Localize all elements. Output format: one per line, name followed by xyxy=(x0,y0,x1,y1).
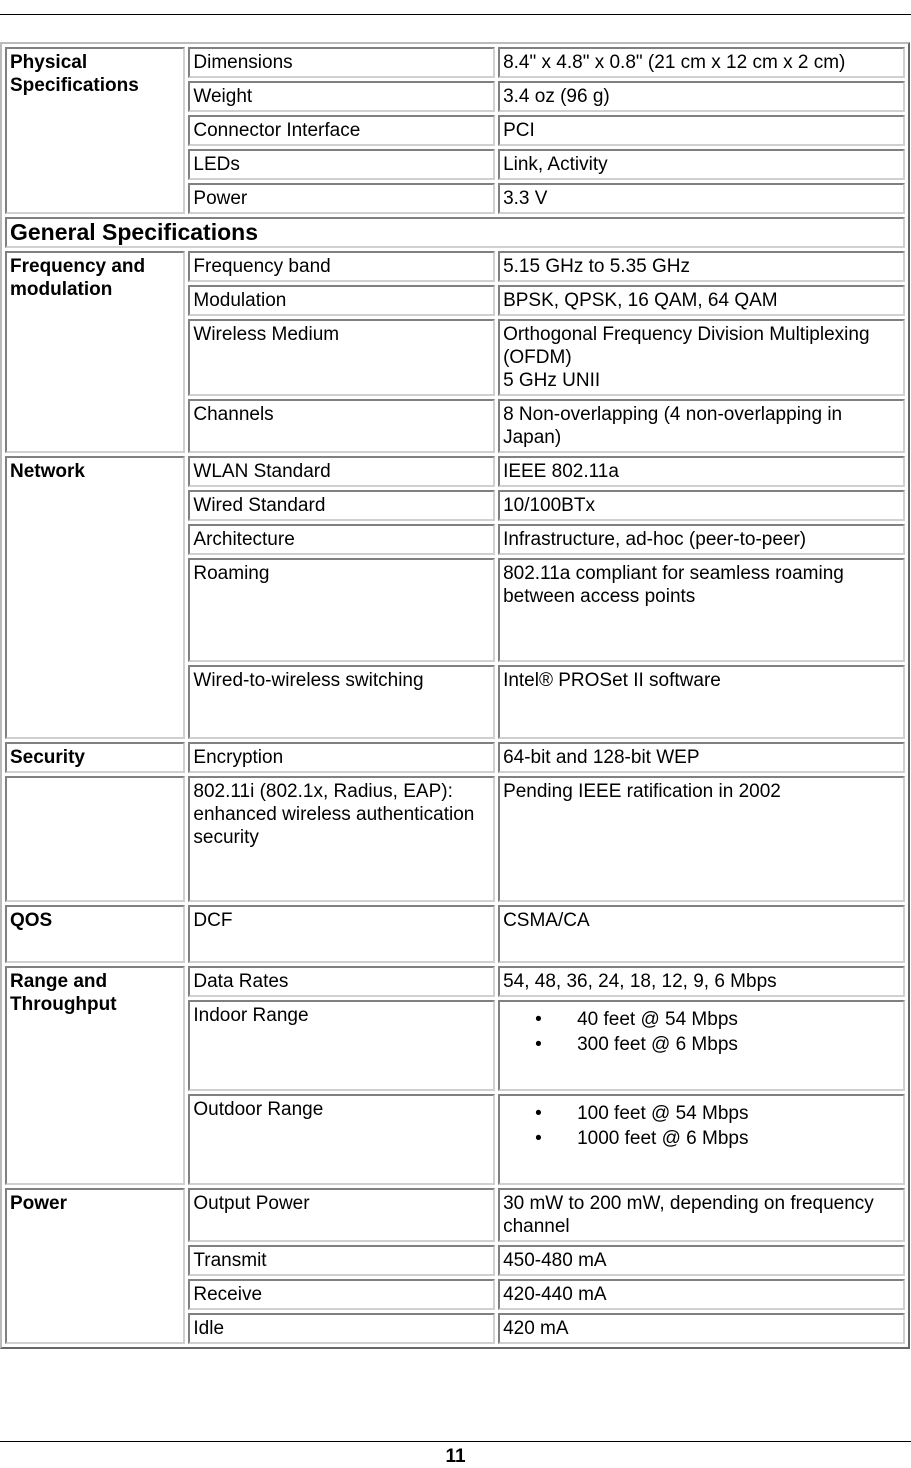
spec-value: 450-480 mA xyxy=(498,1245,905,1276)
spec-value-line: 5 GHz UNII xyxy=(503,370,601,391)
spec-value: Infrastructure, ad-hoc (peer-to-peer) xyxy=(498,524,905,555)
spec-value: Pending IEEE ratification in 2002 xyxy=(498,776,905,902)
spec-name: 802.11i (802.1x, Radius, EAP): enhanced wireless authentication security xyxy=(188,776,495,902)
page-number: 11 xyxy=(445,1446,466,1467)
list-item: • 40 feet @ 54 Mbps xyxy=(577,1007,900,1032)
table-row xyxy=(5,217,905,248)
section-label-physical: Physical Specifications xyxy=(5,47,185,214)
spec-value xyxy=(498,1094,905,1185)
spec-name: LEDs xyxy=(188,149,495,180)
table-row xyxy=(5,742,905,773)
section-label-range: Range and Throughput xyxy=(5,966,185,1185)
spec-value: 8.4" x 4.8" x 0.8" (21 cm x 12 cm x 2 cm) xyxy=(498,47,905,78)
section-label-frequency: Frequency and modulation xyxy=(5,251,185,453)
bullet-list xyxy=(503,1101,900,1151)
table-row xyxy=(5,47,905,78)
spec-value: 420 mA xyxy=(498,1313,905,1344)
spec-value: PCI xyxy=(498,115,905,146)
spec-value: CSMA/CA xyxy=(498,905,905,963)
spec-value: 420-440 mA xyxy=(498,1279,905,1310)
list-item: • 300 feet @ 6 Mbps xyxy=(577,1032,900,1057)
spec-value: 8 Non-overlapping (4 non-overlapping in Japan) xyxy=(498,399,905,453)
table-row xyxy=(5,251,905,282)
spec-name: Wireless Medium xyxy=(188,319,495,396)
spec-value xyxy=(498,1000,905,1091)
spec-name: Transmit xyxy=(188,1245,495,1276)
general-specifications-heading: General Specifications xyxy=(5,217,905,248)
table-row xyxy=(5,1188,905,1242)
specifications-table xyxy=(0,42,910,1349)
spec-name: Encryption xyxy=(188,742,495,773)
spec-value: 54, 48, 36, 24, 18, 12, 9, 6 Mbps xyxy=(498,966,905,997)
spec-name: Channels xyxy=(188,399,495,453)
spec-value: 3.4 oz (96 g) xyxy=(498,81,905,112)
table-row xyxy=(5,776,905,902)
spec-name: Data Rates xyxy=(188,966,495,997)
table-row xyxy=(5,905,905,963)
section-label-power: Power xyxy=(5,1188,185,1344)
spec-value: 5.15 GHz to 5.35 GHz xyxy=(498,251,905,282)
spec-value: 10/100BTx xyxy=(498,490,905,521)
spec-name: Wired-to-wireless switching xyxy=(188,665,495,739)
spec-name: Frequency band xyxy=(188,251,495,282)
spec-value: IEEE 802.11a xyxy=(498,456,905,487)
spec-name: Power xyxy=(188,183,495,214)
spec-value: 30 mW to 200 mW, depending on frequency channel xyxy=(498,1188,905,1242)
spec-value: 3.3 V xyxy=(498,183,905,214)
spec-value: Intel® PROSet II software xyxy=(498,665,905,739)
list-item: • 1000 feet @ 6 Mbps xyxy=(577,1126,900,1151)
spec-value: 802.11a compliant for seamless roaming between access points xyxy=(498,558,905,662)
spec-name: DCF xyxy=(188,905,495,963)
spec-name: Architecture xyxy=(188,524,495,555)
spec-value: 64-bit and 128-bit WEP xyxy=(498,742,905,773)
list-item: • 100 feet @ 54 Mbps xyxy=(577,1101,900,1126)
spec-name: Outdoor Range xyxy=(188,1094,495,1185)
spec-name: Indoor Range xyxy=(188,1000,495,1091)
spec-name: Wired Standard xyxy=(188,490,495,521)
table-row xyxy=(5,966,905,997)
spec-name: Receive xyxy=(188,1279,495,1310)
section-label-qos: QOS xyxy=(5,905,185,963)
spec-value xyxy=(498,319,905,396)
spec-name: Connector Interface xyxy=(188,115,495,146)
section-label-security: Security xyxy=(5,742,185,773)
section-label-network: Network xyxy=(5,456,185,739)
spec-name: Roaming xyxy=(188,558,495,662)
empty-cell xyxy=(5,776,185,902)
footer-rule xyxy=(0,1441,911,1442)
spec-name: Output Power xyxy=(188,1188,495,1242)
spec-name: Modulation xyxy=(188,285,495,316)
spec-value: Link, Activity xyxy=(498,149,905,180)
table-row xyxy=(5,456,905,487)
spec-name: WLAN Standard xyxy=(188,456,495,487)
spec-name: Weight xyxy=(188,81,495,112)
spec-value: BPSK, QPSK, 16 QAM, 64 QAM xyxy=(498,285,905,316)
header-rule xyxy=(0,14,911,15)
bullet-list xyxy=(503,1007,900,1057)
spec-value-line: Orthogonal Frequency Division Multiplexing (OFDM) xyxy=(503,324,870,368)
spec-name: Dimensions xyxy=(188,47,495,78)
spec-name: Idle xyxy=(188,1313,495,1344)
